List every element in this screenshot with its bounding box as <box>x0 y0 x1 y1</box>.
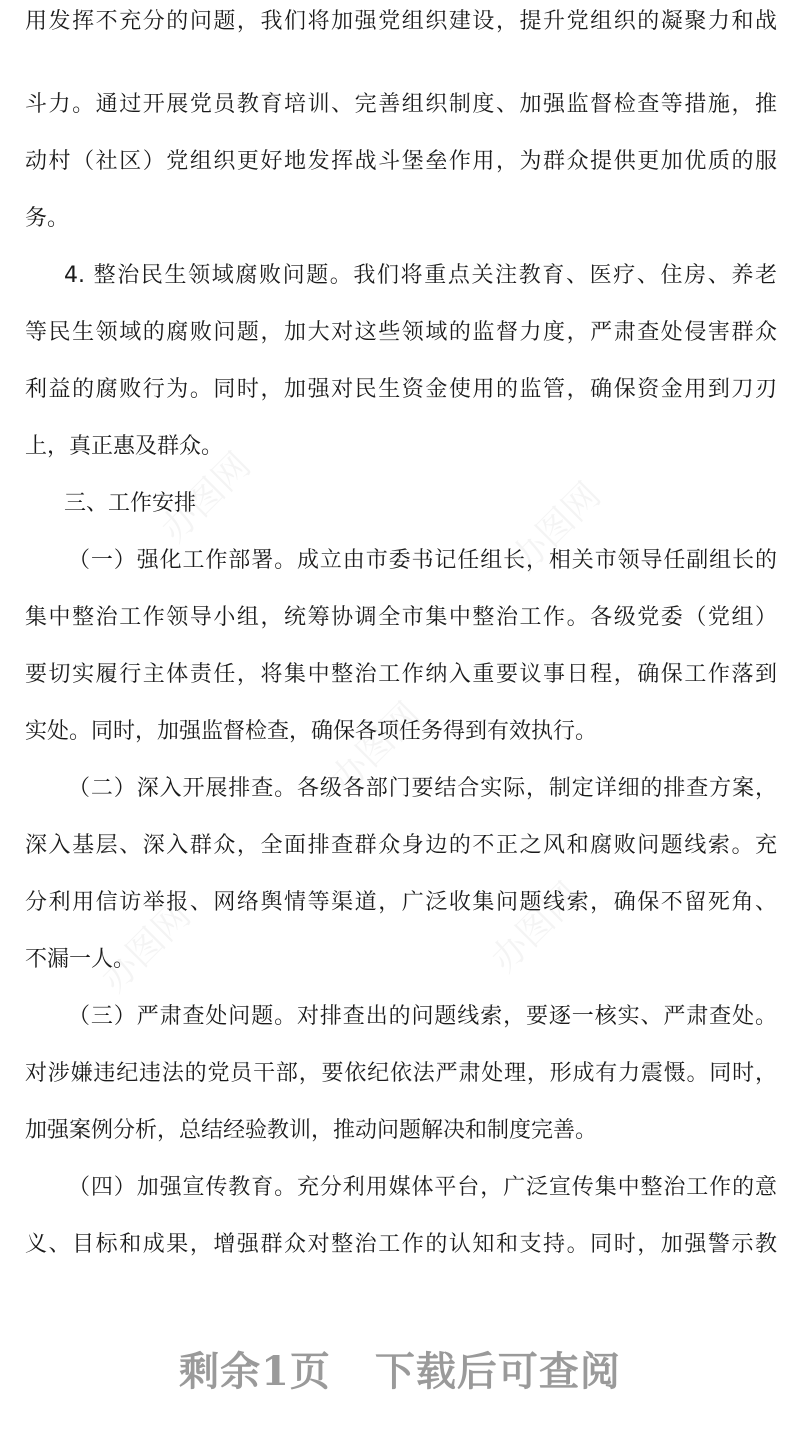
body-line: 4. 整治民生领域腐败问题。我们将重点关注教育、医疗、住房、养老 <box>64 263 777 288</box>
body-line: 加强案例分析，总结经验教训，推动问题解决和制度完善。 <box>25 1118 598 1143</box>
body-line: 义、目标和成果，增强群众对整治工作的认知和支持。同时，加强警示教 <box>25 1232 777 1257</box>
body-line: 利益的腐败行为。同时，加强对民生资金使用的监管，确保资金用到刀刃 <box>25 377 777 402</box>
body-line: （一）强化工作部署。成立由市委书记任组长，相关市领导任副组长的 <box>68 548 777 573</box>
body-line: 等民生领域的腐败问题，加大对这些领域的监督力度，严肃查处侵害群众 <box>25 320 777 345</box>
body-line: 实处。同时，加强监督检查，确保各项任务得到有效执行。 <box>25 719 598 744</box>
body-line: （二）深入开展排查。各级各部门要结合实际，制定详细的排查方案， <box>68 776 777 801</box>
body-line: 斗力。通过开展党员教育培训、完善组织制度、加强监督检查等措施，推 <box>25 92 777 117</box>
remaining-pages-label: 剩余1页 <box>179 1348 331 1395</box>
body-line: （三）严肃查处问题。对排查出的问题线索，要逐一核实、严肃查处。 <box>68 1004 777 1029</box>
body-line: 集中整治工作领导小组，统筹协调全市集中整治工作。各级党委（党组） <box>25 605 777 630</box>
body-line: 用发挥不充分的问题，我们将加强党组织建设，提升党组织的凝聚力和战 <box>25 9 777 34</box>
body-line: 动村（社区）党组织更好地发挥战斗堡垒作用，为群众提供更加优质的服 <box>25 149 777 174</box>
section-heading: 三、工作安排 <box>64 491 197 516</box>
body-line: 深入基层、深入群众，全面排查群众身边的不正之风和腐败问题线索。充 <box>25 833 777 858</box>
body-line: 务。 <box>25 206 70 231</box>
body-line: （四）加强宣传教育。充分利用媒体平台，广泛宣传集中整治工作的意 <box>68 1175 777 1200</box>
download-label: 下载后可查阅 <box>374 1348 621 1395</box>
body-line: 要切实履行主体责任，将集中整治工作纳入重要议事日程，确保工作落到 <box>25 662 777 687</box>
body-line: 上，真正惠及群众。 <box>25 434 224 459</box>
download-prompt[interactable] <box>0 1340 800 1397</box>
body-line: 对涉嫌违纪违法的党员干部，要依纪依法严肃处理，形成有力震慑。同时， <box>25 1061 777 1086</box>
body-line: 分利用信访举报、网络舆情等渠道，广泛收集问题线索，确保不留死角、 <box>25 890 777 915</box>
body-line: 不漏一人。 <box>25 947 136 972</box>
